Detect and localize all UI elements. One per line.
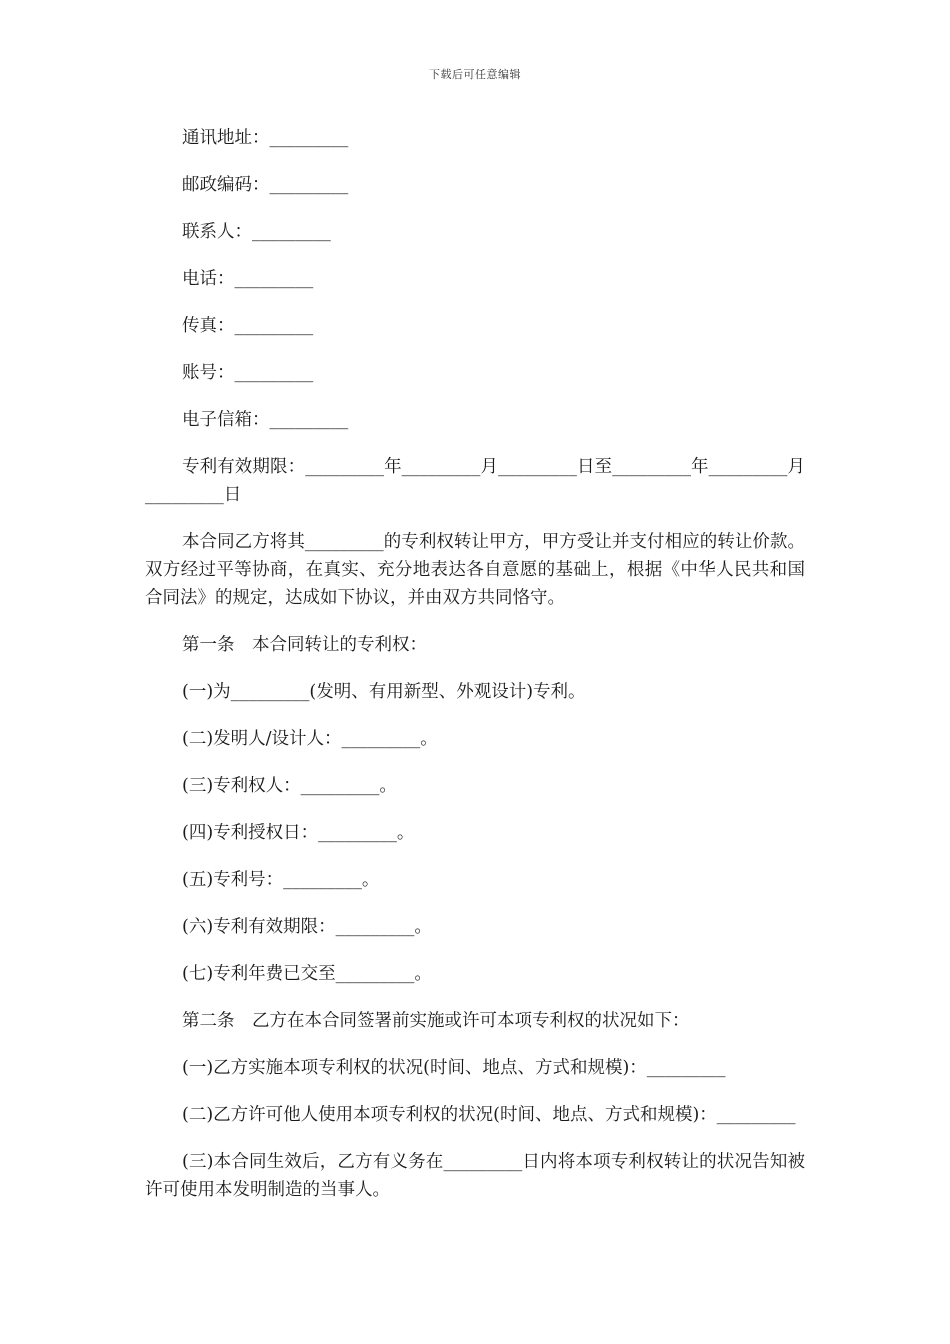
- article-1-heading: 第一条 本合同转让的专利权：: [182, 635, 427, 655]
- field-fax: 传真：_________: [182, 316, 314, 336]
- article-1-item-3: (三)专利权人：_________。: [182, 776, 397, 796]
- article-1-item-6: (六)专利有效期限：_________。: [182, 917, 432, 937]
- header-note: 下载后可任意编辑: [429, 68, 521, 81]
- field-address: 通讯地址：_________: [182, 128, 349, 148]
- article-1-item-1: (一)为_________(发明、有用新型、外观设计)专利。: [182, 682, 586, 702]
- field-postcode: 邮政编码：_________: [182, 175, 349, 195]
- article-1-item-2: (二)发明人/设计人：_________。: [182, 729, 438, 749]
- contract-preamble: 本合同乙方将其_________的专利权转让甲方，甲方受让并支付相应的转让价款。双方经过平等协商，在真实、充分地表达各自意愿的基础上，根据《中华人民共和国合同法》的规定，达成如下协议，并由双方共同恪守。: [145, 532, 805, 608]
- article-2-item-3: (三)本合同生效后，乙方有义务在_________日内将本项专利权转让的状况告知被许可使用本发明制造的当事人。: [145, 1152, 805, 1200]
- article-2-item-2: (二)乙方许可他人使用本项专利权的状况(时间、地点、方式和规模)：_________: [182, 1105, 796, 1125]
- article-1-item-4: (四)专利授权日：_________。: [182, 823, 415, 843]
- document-body: [145, 124, 805, 1223]
- field-phone: 电话：_________: [182, 269, 314, 289]
- article-2-heading: 第二条 乙方在本合同签署前实施或许可本项专利权的状况如下：: [182, 1011, 690, 1031]
- article-1-item-5: (五)专利号：_________。: [182, 870, 380, 890]
- field-account: 账号：_________: [182, 363, 314, 383]
- article-1-item-7: (七)专利年费已交至_________。: [182, 964, 432, 984]
- article-2-item-1: (一)乙方实施本项专利权的状况(时间、地点、方式和规模)：_________: [182, 1058, 726, 1078]
- patent-validity-period: 专利有效期限：_________年_________月_________日至_________年_________月_________日: [145, 457, 805, 505]
- field-contact: 联系人：_________: [182, 222, 331, 242]
- field-email: 电子信箱：_________: [182, 410, 349, 430]
